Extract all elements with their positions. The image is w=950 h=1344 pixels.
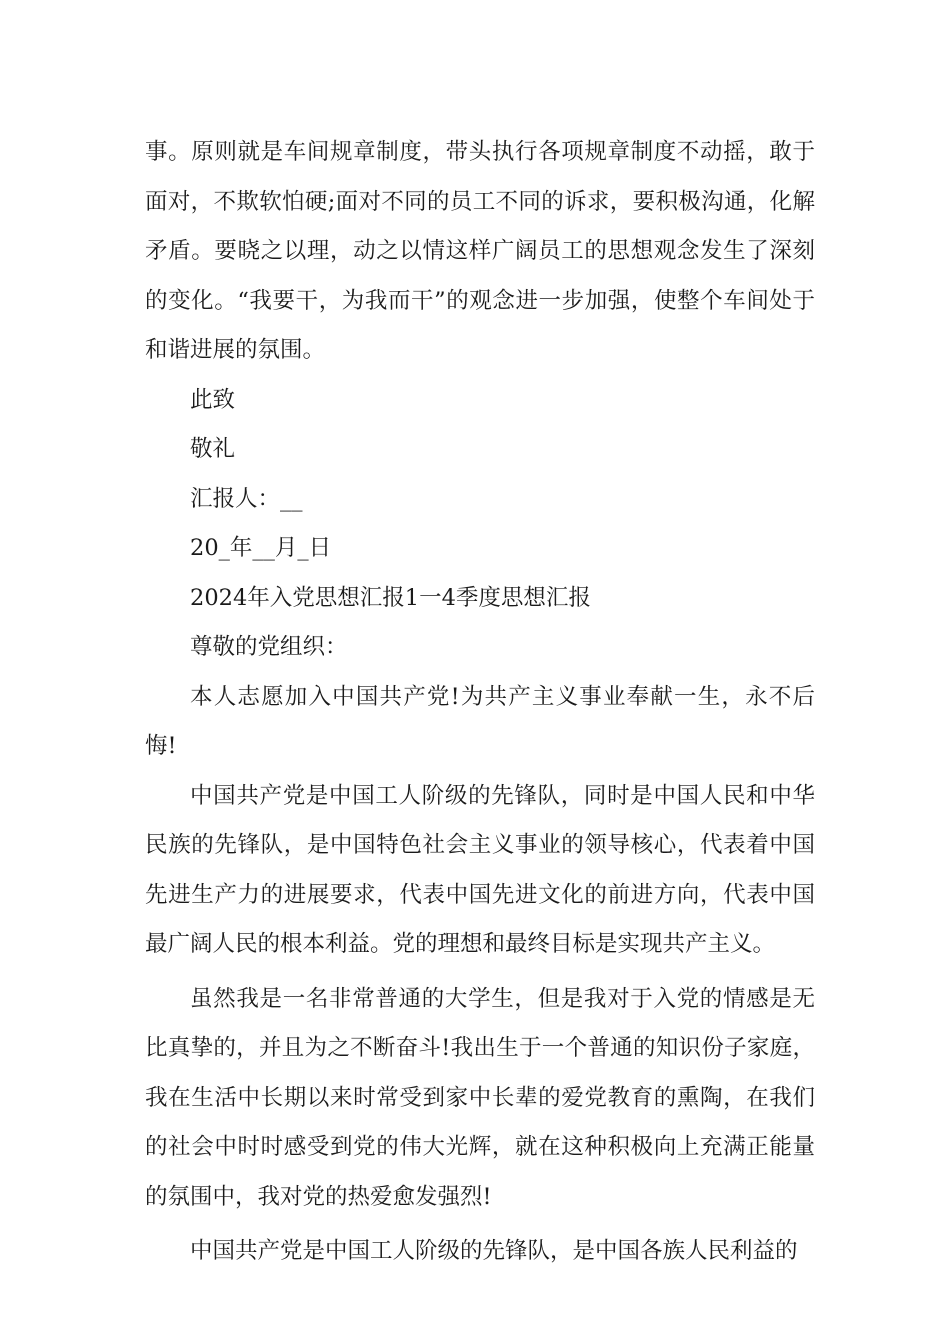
closing-regards: 敬礼 <box>190 436 236 462</box>
section-title: 2024年入党思想汇报1一4季度思想汇报 <box>190 584 591 611</box>
paragraph-personal-background: 虽然我是一名非常普通的大学生，但是我对于入党的情感是无比真挚的，并且为之不断奋斗!我出生于一个普通的知识份子家庭，我在生活中长期以来时常受到家中长辈的爱党教育的熏陶，在我们的社会中时时感受到党的伟大光辉，就在这种积极向上充满正能量的氛围中，我对党的热爱愈发强烈! <box>145 985 815 1210</box>
paragraph-party-vanguard: 中国共产党是中国工人阶级的先锋队，是中国各族人民利益的 <box>190 1238 798 1264</box>
paragraph-pledge: 本人志愿加入中国共产党!为共产主义事业奉献一生，永不后悔! <box>145 683 815 759</box>
reporter-line: 汇报人：__ <box>190 485 303 512</box>
document-body <box>145 128 815 1277</box>
paragraph-continuation: 事。原则就是车间规章制度，带头执行各项规章制度不动摇，敢于面对，不欺软怕硬;面对不同的员工不同的诉求，要积极沟通，化解矛盾。要晓之以理，动之以情这样广阔员工的思想观念发生了深刻的变化。“我要干，为我而干”的观念进一步加强，使整个车间处于和谐进展的氛围。 <box>145 139 815 363</box>
paragraph-party-description: 中国共产党是中国工人阶级的先锋队，同时是中国人民和中华民族的先锋队，是中国特色社会主义事业的领导核心，代表着中国先进生产力的进展要求，代表中国先进文化的前进方向，代表中国最广阔人民的根本利益。党的理想和最终目标是实现共产主义。 <box>145 782 815 957</box>
closing-salutation: 此致 <box>190 386 236 413</box>
greeting-line: 尊敬的党组织： <box>190 634 348 660</box>
date-line: 20_年__月_日 <box>190 535 332 561</box>
